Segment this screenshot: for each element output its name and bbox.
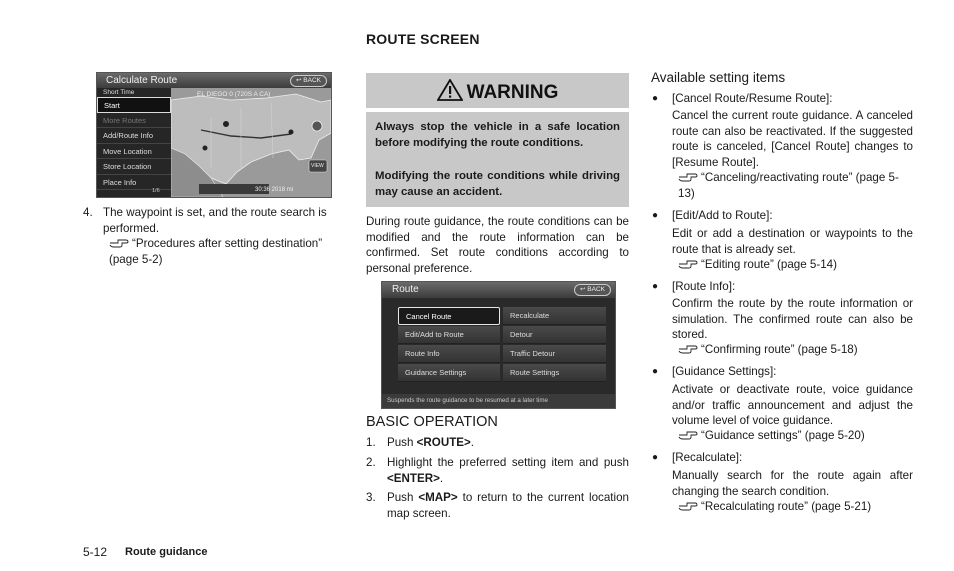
warning-body <box>366 112 629 207</box>
pointing-hand-icon <box>678 429 698 441</box>
bullet-icon: ● <box>652 93 659 104</box>
bullet-icon: ● <box>652 210 659 221</box>
step4-text: The waypoint is set, and the route search is performed. <box>103 206 327 235</box>
warning-paragraph-2: Modifying the route conditions while driving may cause an accident. <box>375 170 620 198</box>
screen-title-bar <box>382 282 615 298</box>
map-address: EL DIEGO 0 (720S A CA) <box>197 91 271 98</box>
item-guidance-settings-ref: “Guidance settings” (page 5-20) <box>678 428 908 444</box>
screen-title: Calculate Route <box>106 75 178 86</box>
item-route-info-ref: “Confirming route” (page 5-18) <box>678 342 908 358</box>
back-button: ↩ BACK <box>290 75 327 87</box>
route-item-recalculate: Recalculate <box>503 307 606 325</box>
bullet-icon: ● <box>652 281 659 292</box>
view-button: VIEW <box>311 163 324 169</box>
bullet-icon: ● <box>652 452 659 463</box>
item-guidance-settings-title: [Guidance Settings]: <box>672 365 777 378</box>
pointing-hand-icon <box>678 343 698 355</box>
route-item-edit-add: Edit/Add to Route <box>398 326 500 344</box>
menu-page-indicator: 1/6 <box>152 188 160 194</box>
intro-paragraph: During route guidance, the route conditions can be modified and the route information can be confirmed. Set route conditions according to personal preference. <box>366 215 629 275</box>
menu-item-place-info: Place Info <box>97 175 171 191</box>
screen-title: Route <box>392 284 419 295</box>
item-edit-add-title: [Edit/Add to Route]: <box>672 209 773 222</box>
pointing-hand-icon <box>678 258 698 270</box>
menu-item-more-routes: More Routes <box>97 113 171 129</box>
item-route-info-title: [Route Info]: <box>672 280 736 293</box>
warning-paragraph-1: Always stop the vehicle in a safe location before modifying the route conditions. <box>375 121 620 149</box>
pointing-hand-icon <box>678 171 698 183</box>
warning-heading: WARNING <box>466 82 559 103</box>
pointing-hand-icon <box>678 500 698 512</box>
route-time-distance: 30:36 2018 mi <box>255 187 294 193</box>
menu-route-type: Short Time <box>103 89 135 96</box>
item-edit-add-desc: Edit or add a destination or waypoints to the route that is already set. <box>672 227 913 256</box>
op-step-3: Push <MAP> to return to the current location map screen. <box>387 491 629 520</box>
item-cancel-route-desc: Cancel the current route guidance. A canceled route can also be reactivated. If the suggested route is canceled, [Cancel Route] changes to [Resume Route]. <box>672 109 913 169</box>
page-number: 5-12 <box>83 545 108 559</box>
route-item-detour: Detour <box>503 326 606 344</box>
basic-operation-heading: BASIC OPERATION <box>366 414 498 430</box>
step4-number: 4. <box>83 206 93 219</box>
warning-header <box>366 73 629 108</box>
calculate-route-screenshot <box>96 72 332 198</box>
route-key: <ROUTE> <box>416 436 471 449</box>
item-guidance-settings-desc: Activate or deactivate route, voice guidance and/or traffic announcement and adjust the volume level of voice guidance. <box>672 383 913 427</box>
screen-title-bar <box>97 73 331 88</box>
pointing-hand-icon <box>109 237 129 249</box>
route-item-traffic-detour: Traffic Detour <box>503 345 606 363</box>
screen-hint: Suspends the route guidance to be resumed at a later time <box>382 394 615 408</box>
route-menu-screenshot <box>381 281 616 409</box>
menu-item-store-location: Store Location <box>97 159 171 175</box>
available-items-heading: Available setting items <box>651 70 786 85</box>
item-cancel-route-title: [Cancel Route/Resume Route]: <box>672 92 833 105</box>
op-step-3-number: 3. <box>366 491 376 504</box>
page-footer-label: Route guidance <box>125 546 208 558</box>
enter-key: <ENTER> <box>387 471 440 485</box>
op-step-1-number: 1. <box>366 436 376 449</box>
calculate-route-menu <box>97 88 171 197</box>
route-item-route-info: Route Info <box>398 345 500 363</box>
warning-triangle-icon <box>437 79 463 101</box>
map-graphic <box>171 88 331 197</box>
step4-reference-text: “Procedures after setting destination” (page 5-2) <box>109 237 323 266</box>
op-step-1: Push <ROUTE>. <box>387 436 475 449</box>
back-button: ↩ BACK <box>574 284 611 296</box>
bullet-icon: ● <box>652 366 659 377</box>
route-item-route-settings: Route Settings <box>503 364 606 382</box>
item-cancel-route-ref: “Canceling/reactivating route” (page 5-13) <box>678 171 899 200</box>
item-route-info-desc: Confirm the route by the route information or simulation. The confirmed route can also be stored. <box>672 297 913 341</box>
route-item-guidance-settings: Guidance Settings <box>398 364 500 382</box>
menu-item-move-location: Move Location <box>97 144 171 160</box>
map-view <box>171 88 331 197</box>
map-key: <MAP> <box>418 491 458 504</box>
section-title: ROUTE SCREEN <box>366 31 480 47</box>
menu-item-route-info: Add/Route Info <box>97 128 171 144</box>
route-item-cancel-route: Cancel Route <box>398 307 500 325</box>
op-step-2: Highlight the preferred setting item and push <ENTER>. <box>387 456 629 485</box>
item-edit-add-ref: “Editing route” (page 5-14) <box>678 257 908 273</box>
item-recalculate-title: [Recalculate]: <box>672 451 743 464</box>
item-recalculate-ref: “Recalculating route” (page 5-21) <box>678 499 908 515</box>
step4-reference <box>109 236 349 267</box>
op-step-2-number: 2. <box>366 456 376 469</box>
menu-item-start: Start <box>97 97 171 113</box>
item-recalculate-desc: Manually search for the route again after changing the search condition. <box>672 469 913 498</box>
